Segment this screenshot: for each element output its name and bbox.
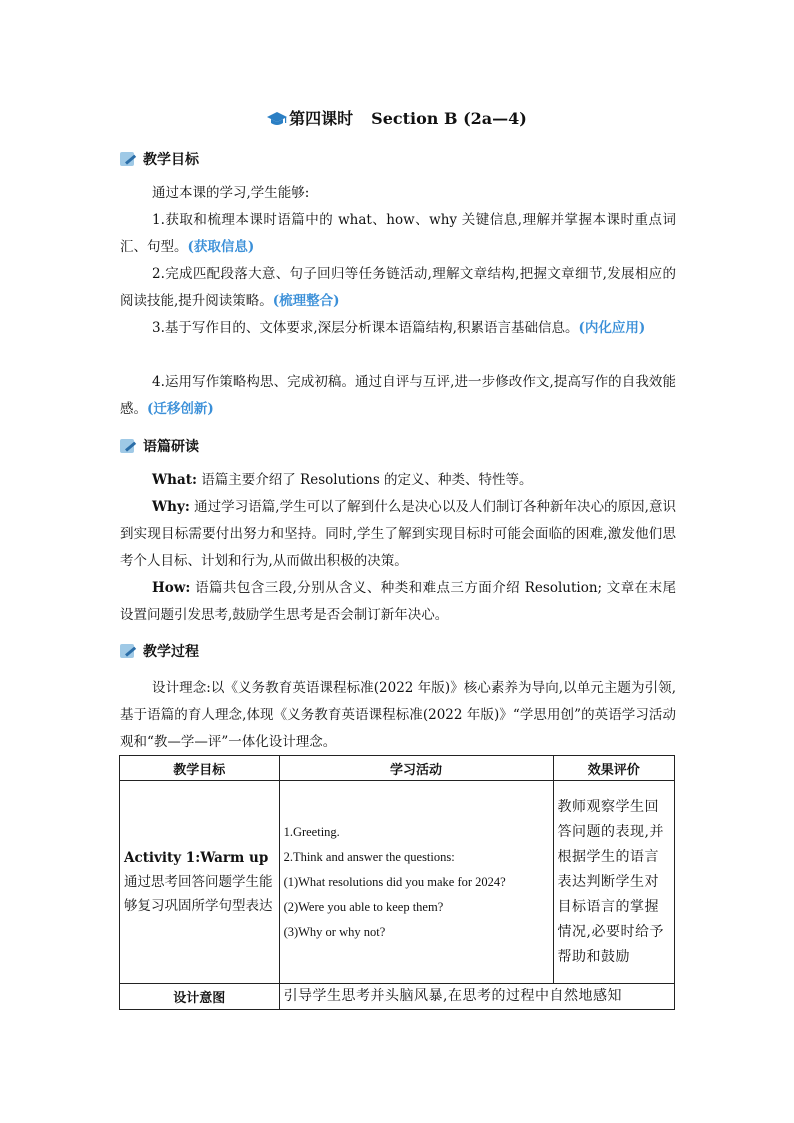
- study-why: Why: 通过学习语篇,学生可以了解到什么是决心以及人们制订各种新年决心的原因,意识到实现目标需要付出努力和坚持。同时,学生了解到实现目标时可能会面临的困难,激发他们思考个人目标、计划和行为,从而做出积极的决策。: [120, 499, 676, 569]
- table-row: [120, 984, 675, 1010]
- objective-item-2: 2.完成匹配段落大意、句子回归等任务链活动,理解文章结构,把握文章细节,发展相应的阅读技能,提升阅读策略。(梳理整合): [120, 266, 676, 309]
- design-label: 设计意图: [120, 984, 280, 1010]
- notebook-pen-icon: [120, 642, 140, 660]
- notebook-pen-icon: [120, 437, 140, 455]
- objective-item-4: 4.运用写作策略构思、完成初稿。通过自评与互评,进一步修改作文,提高写作的自我效能感。(迁移创新): [120, 374, 676, 417]
- activity-goal: 通过思考回答问题学生能够复习巩固所学句型表达: [124, 874, 273, 914]
- header-evaluation: 效果评价: [553, 756, 674, 781]
- activity-list-cell: [279, 781, 553, 984]
- header-objective: 教学目标: [120, 756, 280, 781]
- objective-item-3: 3.基于写作目的、文体要求,深层分析课本语篇结构,积累语言基础信息。(内化应用): [152, 320, 646, 336]
- table-row: [120, 781, 675, 984]
- activity-title: Activity 1:Warm up: [124, 850, 269, 866]
- activity-line: (3)Why or why not?: [283, 924, 386, 939]
- activity-goal-cell: [120, 781, 280, 984]
- activity-line: 1.Greeting.: [283, 824, 340, 839]
- activity-line: (2)Were you able to keep them?: [283, 899, 444, 914]
- lesson-title-section: Section B (2a—4): [371, 109, 527, 128]
- graduation-cap-icon: [267, 111, 287, 130]
- activity-line: (1)What resolutions did you make for 2024?: [283, 874, 506, 889]
- objectives-heading-text: 教学目标: [143, 152, 199, 168]
- study-heading-text: 语篇研读: [143, 439, 199, 455]
- evaluation-cell: 教师观察学生回答问题的表现,并根据学生的语言表达判断学生对目标语言的掌握情况,必要时给予帮助和鼓励: [553, 781, 674, 984]
- objectives-heading: [120, 149, 199, 169]
- process-heading-text: 教学过程: [143, 644, 199, 660]
- lesson-plan-table: [119, 755, 675, 1010]
- process-concept: 设计理念:以《义务教育英语课程标准(2022 年版)》核心素养为导向,以单元主题为引领,基于语篇的育人理念,体现《义务教育英语课程标准(2022 年版)》“学思用创”的英语学习活动观和“教—学—评”一体化设计理念。: [120, 680, 676, 750]
- header-activity: 学习活动: [279, 756, 553, 781]
- process-heading: [120, 641, 199, 661]
- activity-line: 2.Think and answer the questions:: [283, 849, 455, 864]
- study-what: What: 语篇主要介绍了 Resolutions 的定义、种类、特性等。: [152, 472, 533, 488]
- study-how: How: 语篇共包含三段,分别从含义、种类和难点三方面介绍 Resolution; 文章在末尾设置问题引发思考,鼓励学生思考是否会制订新年决心。: [120, 580, 676, 623]
- design-text: 引导学生思考并头脑风暴,在思考的过程中自然地感知: [279, 984, 674, 1010]
- notebook-pen-icon: [120, 150, 140, 168]
- lesson-title-chinese: 第四课时: [289, 109, 354, 128]
- study-heading: [120, 436, 199, 456]
- lesson-title: [0, 106, 794, 130]
- objective-item-1: 1.获取和梳理本课时语篇中的 what、how、why 关键信息,理解并掌握本课时重点词汇、句型。(获取信息): [120, 212, 676, 255]
- table-header-row: [120, 756, 675, 781]
- objectives-intro: 通过本课的学习,学生能够:: [152, 185, 310, 201]
